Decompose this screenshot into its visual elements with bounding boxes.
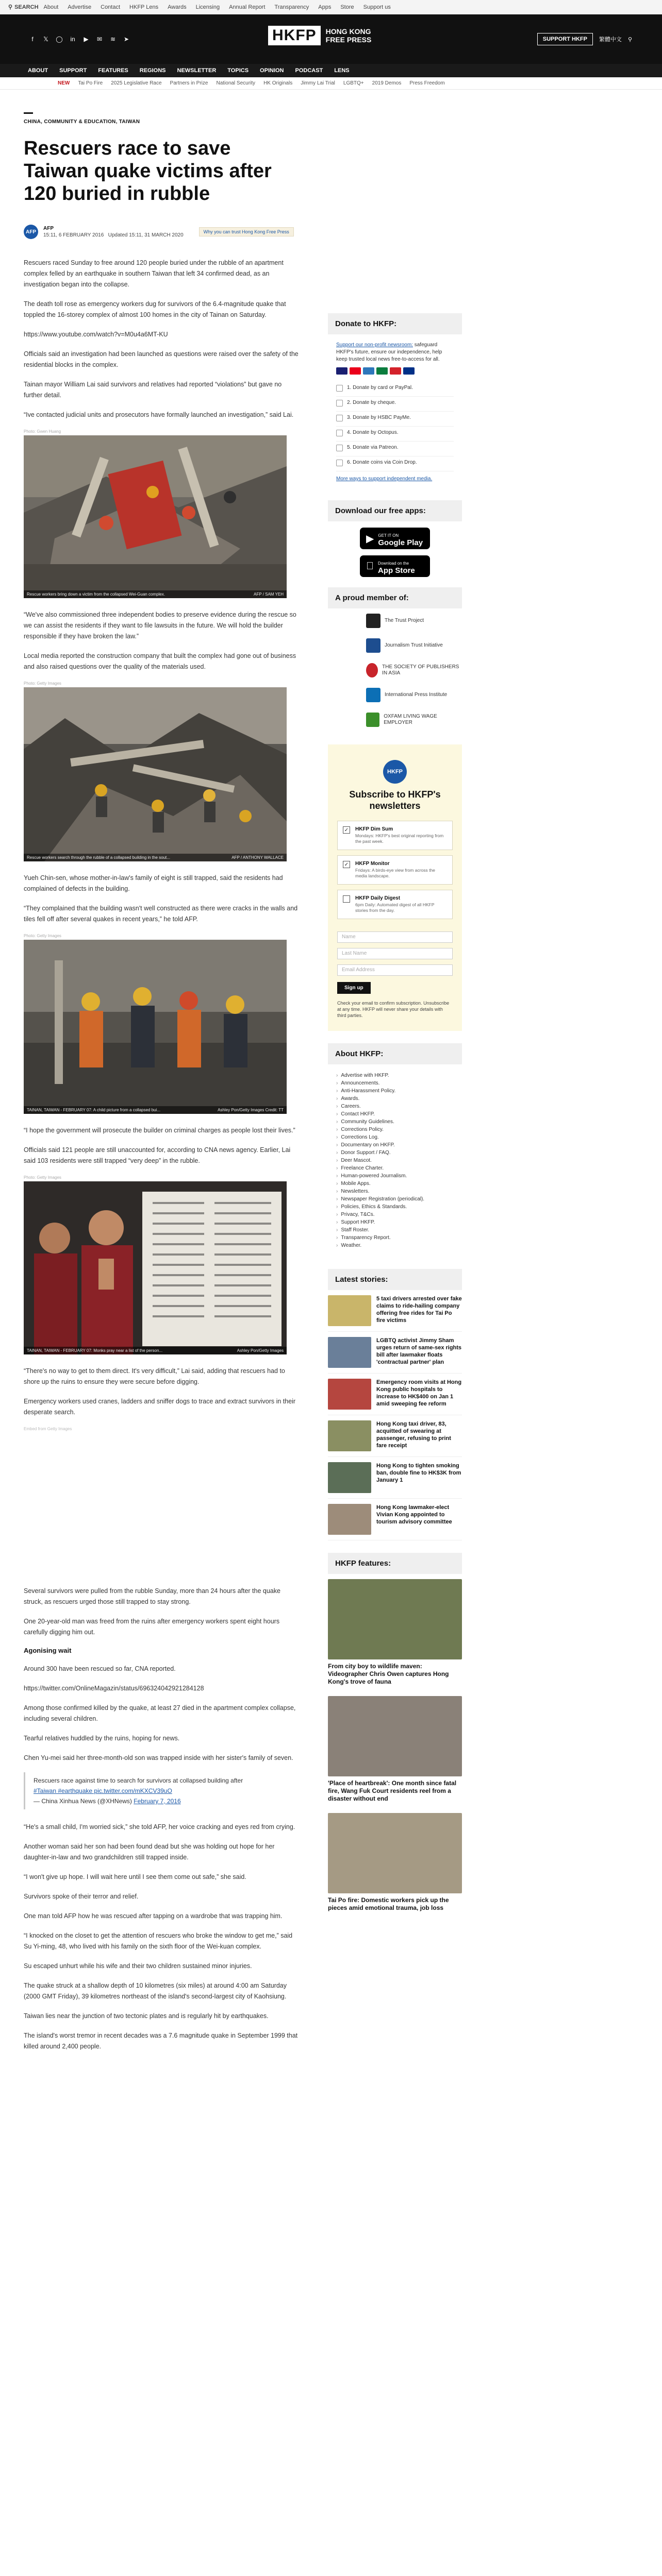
email-field[interactable]: Email Address <box>337 964 453 976</box>
rubble-photo[interactable] <box>24 687 287 861</box>
language-switch[interactable]: 繁體中文 <box>599 37 622 43</box>
feature-item[interactable]: 'Place of heartbreak': One month since fatal fire, Wang Fuk Court residents reel from a disaster without end <box>328 1691 462 1808</box>
feature-image <box>328 1813 462 1893</box>
top-link-transparency[interactable]: Transparency <box>274 4 309 10</box>
story-thumbnail <box>328 1295 371 1326</box>
coin-icon <box>336 460 343 466</box>
paragraph: “I knocked on the closet to get the attention of rescuers who broke the window to get me,” said Su Yi-ming, 48, who lived with his family on the sixth floor of the Wei-kuan complex. <box>24 1932 293 1950</box>
donate-option[interactable]: 1. Donate by card or PayPal. <box>336 382 454 397</box>
newsletter-option[interactable]: HKFP Daily Digest 6pm Daily: Automated digest of all HKFP stories from the day. <box>337 890 453 919</box>
youtube-embed-link[interactable]: https://www.youtube.com/watch?v=M0u4a6MT-KU <box>24 331 168 338</box>
photo-source: Ashley Pon/Getty Images <box>237 1348 284 1353</box>
social-icons <box>28 35 131 44</box>
about-link[interactable]: › Corrections Log. <box>336 1133 454 1141</box>
masthead-actions <box>537 33 632 45</box>
about-link[interactable]: › Human-powered Journalism. <box>336 1172 454 1180</box>
nav-support[interactable]: SUPPORT <box>59 67 87 74</box>
last-name-field[interactable]: Last Name <box>337 948 453 959</box>
nav-podcast[interactable]: PODCAST <box>295 67 323 74</box>
about-link[interactable]: › Policies, Ethics & Standards. <box>336 1203 454 1211</box>
photo-source: Ashley Pon/Getty Images Credit: TT <box>218 1108 284 1112</box>
author-name[interactable]: AFP <box>43 226 54 231</box>
photo-source: AFP / ANTHONY WALLACE <box>231 855 284 860</box>
twitter-embed-link[interactable]: https://twitter.com/OnlineMagazin/status/696324042921284128 <box>24 1685 204 1692</box>
unionpay-icon <box>390 367 401 375</box>
about-link[interactable]: › Newsletters. <box>336 1188 454 1195</box>
paragraph: One 20-year-old man was freed from the ruins after emergency workers spent eight hours carefully digging him out. <box>24 1618 280 1636</box>
search-button[interactable]: ⚲ SEARCH <box>8 4 39 10</box>
trending-bar <box>0 77 662 90</box>
instagram-icon[interactable]: ◯ <box>56 36 63 43</box>
why-trust-link[interactable]: Why you can trust Hong Kong Free Press <box>199 227 294 236</box>
member-logo[interactable]: OXFAM LIVING WAGE EMPLOYER <box>366 707 462 732</box>
checkbox[interactable]: ✓ <box>343 861 350 868</box>
photo-caption: TAINAN, TAIWAN - FEBRUARY 07: Monks pray near a list of the person... <box>27 1348 163 1353</box>
octopus-icon <box>336 430 343 436</box>
newsletter-logo: HKFP <box>383 760 407 784</box>
paragraph: “We've also commissioned three independent bodies to preserve evidence during the rescue so we can assist the residents if they want to file lawsuits in the future. We will hold the builder responsible if they have broken the law.” <box>24 611 296 640</box>
mastercard-icon <box>350 367 361 375</box>
paragraph: One man told AFP how he was rescued after tapping on a wardrobe that was trapping him. <box>24 1912 283 1920</box>
photo-caption-bar <box>24 1347 287 1354</box>
top-link-awards[interactable]: Awards <box>168 4 187 10</box>
top-link-about[interactable]: About <box>43 4 59 10</box>
tweet-text: Rescuers race against time to search for survivors at collapsed building after <box>34 1777 243 1784</box>
newsletter-title: Subscribe to HKFP's newsletters <box>349 789 441 811</box>
story-item[interactable]: Hong Kong lawmaker-elect Vivian Kong appointed to tourism advisory committee <box>328 1499 462 1540</box>
paragraph: “He's a small child, I'm worried sick,” she told AFP, her voice cracking and eyes red from crying. <box>24 1823 295 1831</box>
paragraph: Emergency workers used cranes, ladders and sniffer dogs to trace and extract survivors in their desperate search. <box>24 1398 296 1416</box>
latest-stories-widget <box>328 1269 462 1540</box>
payment-card-icons <box>336 367 454 375</box>
member-logo[interactable]: International Press Institute <box>366 683 462 707</box>
about-link[interactable]: › Transparency Report. <box>336 1234 454 1242</box>
rubble-photo-image <box>24 687 287 861</box>
title-rule <box>24 112 33 114</box>
membership-title: A proud member of: <box>328 587 462 608</box>
article-photo <box>24 681 287 861</box>
member-logo[interactable]: The Trust Project <box>366 608 462 633</box>
newsletter-option[interactable]: ✓ HKFP Monitor Fridays: A birds-eye view from across the media landscape. <box>337 855 453 885</box>
top-link-advertise[interactable]: Advertise <box>68 4 92 10</box>
top-link-licensing[interactable]: Licensing <box>195 4 220 10</box>
story-thumbnail <box>328 1462 371 1493</box>
trending-item[interactable]: Tai Po Fire <box>78 80 103 86</box>
donate-option[interactable]: 5. Donate via Patreon. <box>336 442 454 456</box>
checkbox[interactable] <box>343 895 350 903</box>
article-photo <box>24 429 287 598</box>
top-link-support[interactable]: Support us <box>363 4 391 10</box>
about-link[interactable]: › Freelance Charter. <box>336 1164 454 1172</box>
trending-item[interactable]: Partners in Prize <box>170 80 208 86</box>
visa-icon <box>336 367 347 375</box>
article-photo <box>24 934 287 1114</box>
trending-item[interactable]: HK Originals <box>263 80 293 86</box>
trending-item[interactable]: National Security <box>216 80 256 86</box>
paragraph: The quake struck at a shallow depth of 10 kilometres (six miles) at around 4:00 am Saturday (2000 GMT Friday), 39 kilometres northeast of the island's second-largest city of Kaohsiung. <box>24 1982 287 2000</box>
donate-option[interactable]: 2. Donate by cheque. <box>336 397 454 412</box>
paragraph: Tearful relatives huddled by the ruins, hoping for news. <box>24 1735 180 1742</box>
paragraph: Taiwan lies near the junction of two tectonic plates and is regularly hit by earthquakes. <box>24 2012 269 2020</box>
paragraph: Several survivors were pulled from the rubble Sunday, more than 24 hours after the quake struck, as rescuers urged those still trapped to stay strong. <box>24 1587 280 1605</box>
google-play-icon: ▶ <box>366 533 374 545</box>
card-icon <box>336 385 343 392</box>
rss-icon[interactable]: ≋ <box>110 36 116 43</box>
paragraph: The island's worst tremor in recent decades was a 7.6 magnitude quake in September 1999 that killed around 2,400 people. <box>24 2032 298 2050</box>
about-link[interactable]: › Anti-Harassment Policy. <box>336 1087 454 1095</box>
about-link[interactable]: › Weather. <box>336 1242 454 1249</box>
paragraph: Local media reported the construction company that built the complex had gone out of business and also raised questions over the quality of the materials used. <box>24 652 296 670</box>
payme-icon <box>336 415 343 421</box>
about-title: About HKFP: <box>328 1043 462 1064</box>
about-link[interactable]: › Corrections Policy. <box>336 1126 454 1133</box>
nav-regions[interactable]: REGIONS <box>139 67 166 74</box>
story-item[interactable]: 5 taxi drivers arrested over fake claims to ride-hailing company offering free rides for Tai Po fire victims <box>328 1290 462 1332</box>
main-nav <box>0 64 662 77</box>
name-field[interactable]: Name <box>337 931 453 943</box>
donate-title: Donate to HKFP: <box>328 313 462 334</box>
story-item[interactable]: Hong Kong to tighten smoking ban, double fine to HK$3K from January 1 <box>328 1457 462 1499</box>
tweet-link[interactable]: #Taiwan #earthquake pic.twitter.com/mKXCV39uO <box>34 1787 172 1794</box>
about-link[interactable]: › Deer Mascot. <box>336 1157 454 1164</box>
photo-credit: Photo: Gwen Huang <box>24 429 61 434</box>
newsletter-option[interactable]: ✓ HKFP Dim Sum Mondays: HKFP's best original reporting from the past week. <box>337 821 453 850</box>
apple-icon <box>366 561 374 572</box>
latest-title: Latest stories: <box>328 1269 462 1290</box>
more-ways-link[interactable]: More ways to support independent media. <box>336 476 433 482</box>
ipi-icon <box>366 688 380 702</box>
signup-button[interactable]: Sign up <box>337 982 371 994</box>
paragraph: “They complained that the building wasn't well constructed as there were cracks in the walls and tiles fell off after several quakes in recent years,” he told AFP. <box>24 905 298 923</box>
about-link[interactable]: › Donor Support / FAQ. <box>336 1149 454 1157</box>
embedded-tweet <box>24 1772 300 1809</box>
donate-text: safeguard HKFP's future, ensure our independence, help keep trusted local news free-to-access for all. <box>336 342 442 362</box>
top-utility-bar <box>0 0 662 14</box>
monks-photo-image <box>24 1181 287 1354</box>
photo-source: AFP / SAM YEH <box>254 592 284 597</box>
about-widget <box>328 1043 462 1257</box>
facebook-icon[interactable]: f <box>31 36 34 43</box>
publish-date: 15:11, 6 FEBRUARY 2016 <box>43 232 104 238</box>
site-logo[interactable] <box>268 26 371 45</box>
features-title: HKFP features: <box>328 1553 462 1574</box>
rescuers-photo-image <box>24 940 287 1114</box>
tweet-author: — China Xinhua News (@XHNews) <box>34 1798 132 1805</box>
byline <box>24 225 300 239</box>
rescue-photo-image <box>24 435 287 598</box>
donate-option[interactable]: 4. Donate by Octopus. <box>336 427 454 442</box>
about-links <box>328 1064 462 1257</box>
features-widget <box>328 1553 462 1917</box>
cheque-icon <box>336 400 343 406</box>
about-link[interactable]: › Privacy, T&Cs. <box>336 1211 454 1218</box>
paragraph: Officials said an investigation had been launched as questions were raised over the safety of the residential blocks in the complex. <box>24 350 299 368</box>
photo-credit: Photo: Getty Images <box>24 934 61 938</box>
trending-item[interactable]: Jimmy Lai Trial <box>301 80 335 86</box>
linkedin-icon[interactable]: in <box>70 36 75 43</box>
nav-about[interactable]: ABOUT <box>28 67 48 74</box>
about-link[interactable]: › Mobile Apps. <box>336 1180 454 1188</box>
article-photo <box>24 1175 287 1354</box>
byline-meta <box>43 225 184 239</box>
story-item[interactable]: LGBTQ activist Jimmy Sham urges return of same-sex rights bill after lawmaker floats 'contractual partner' plan <box>328 1332 462 1374</box>
about-link[interactable]: › Documentary on HKFP. <box>336 1141 454 1149</box>
top-links <box>44 4 391 10</box>
feature-image <box>328 1579 462 1659</box>
section-subhead: Agonising wait <box>24 1647 72 1654</box>
photo-credit: Photo: Getty Images <box>24 1175 61 1180</box>
story-thumbnail <box>328 1337 371 1368</box>
sopa-icon <box>366 663 378 677</box>
about-link[interactable]: › Community Guidelines. <box>336 1118 454 1126</box>
paragraph: Among those confirmed killed by the quake, at least 27 died in the apartment complex collapse, including several children. <box>24 1704 296 1722</box>
newsletter-widget <box>328 744 462 1031</box>
trending-label: NEW <box>58 80 70 86</box>
photo-caption: Rescue workers bring down a victim from the collapsed Wei-Guan complex. <box>27 592 165 597</box>
top-link-lens[interactable]: HKFP Lens <box>129 4 159 10</box>
top-link-store[interactable]: Store <box>340 4 354 10</box>
paragraph: Around 300 have been rescued so far, CNA reported. <box>24 1665 176 1672</box>
logo-mark: HKFP <box>268 26 321 45</box>
top-link-annual-report[interactable]: Annual Report <box>229 4 266 10</box>
paragraph: Su escaped unhurt while his wife and their two children sustained minor injuries. <box>24 1962 252 1970</box>
photo-caption: TAINAN, TAIWAN - FEBRUARY 07: A child picture from a collapsed bui... <box>27 1108 161 1112</box>
paragraph: Chen Yu-mei said her three-month-old son was trapped inside with her sister's family of seven. <box>24 1754 293 1761</box>
donate-body <box>328 334 462 490</box>
trending-item[interactable]: 2025 Legislative Race <box>111 80 162 86</box>
twitter-icon[interactable]: 𝕏 <box>43 36 48 43</box>
nav-topics[interactable]: TOPICS <box>227 67 249 74</box>
paragraph: “Ive contacted judicial units and prosecutors have formally launched an investigation,” said Lai. <box>24 411 294 418</box>
paragraph: “I hope the government will prosecute the builder on criminal charges as people lost their lives.” <box>24 1127 295 1134</box>
google-play-badge[interactable]: ▶ GET IT ON Google Play <box>360 528 430 549</box>
oxfam-icon <box>366 713 379 727</box>
photo-caption-bar <box>24 1106 287 1114</box>
apps-widget <box>328 500 462 577</box>
article-headline: Rescuers race to save Taiwan quake victims after 120 buried in rubble <box>24 138 272 205</box>
feature-item[interactable]: From city boy to wildlife maven: Videographer Chris Owen captures Hong Kong's trove of fauna <box>328 1574 462 1691</box>
paragraph: “There's no way to get to them direct. It's very difficult,” Lai said, adding that rescuers had to shore up the ruins to ensure they were secure before digging. <box>24 1367 285 1385</box>
trust-project-icon <box>366 614 380 628</box>
youtube-icon[interactable]: ▶ <box>84 36 89 43</box>
about-link[interactable]: › Newspaper Registration (periodical). <box>336 1195 454 1203</box>
nav-lens[interactable]: LENS <box>334 67 350 74</box>
about-link[interactable]: › Awards. <box>336 1095 454 1103</box>
member-logo[interactable]: THE SOCIETY OF PUBLISHERS IN ASIA <box>366 658 462 683</box>
nav-opinion[interactable]: OPINION <box>260 67 284 74</box>
paragraph: Another woman said her son had been found dead but she was holding out hope for her daughter-in-law and two grandchildren still trapped inside. <box>24 1843 275 1861</box>
patreon-icon <box>336 445 343 451</box>
article-categories[interactable]: CHINA, COMMUNITY & EDUCATION, TAIWAN <box>24 119 140 125</box>
membership-widget <box>328 587 462 732</box>
donate-link[interactable]: Support our non-profit newsroom: <box>336 342 413 348</box>
telegram-icon[interactable]: ➤ <box>123 36 129 43</box>
checkbox[interactable]: ✓ <box>343 826 350 834</box>
paragraph: The death toll rose as emergency workers dug for survivors of the 6.4-magnitude quake that toppled the 16-storey complex of almost 100 homes in the city of Tainan on Saturday. <box>24 300 286 318</box>
amex-icon <box>363 367 374 375</box>
sidebar <box>328 313 462 1917</box>
email-icon[interactable]: ✉ <box>96 36 103 43</box>
jcb-icon <box>376 367 388 375</box>
paragraph: Yueh Chin-sen, whose mother-in-law's family of eight is still trapped, said the residents had complained of defects in the building. <box>24 874 283 892</box>
photo-caption-bar <box>24 854 287 861</box>
paragraph: Officials said 121 people are still unaccounted for, according to CNA news agency. Earlier, Lai said 103 residents were still trapped “very deep” in the rubble. <box>24 1146 291 1164</box>
trending-item[interactable]: 2019 Demos <box>372 80 402 86</box>
trending-item[interactable]: Press Freedom <box>409 80 445 86</box>
paragraph: Tainan mayor William Lai said survivors and relatives had reported “violations” but gave no further detail. <box>24 381 282 399</box>
embed-note: Embed from Getty Images <box>24 1427 72 1431</box>
story-thumbnail <box>328 1379 371 1410</box>
photo-caption-bar <box>24 590 287 598</box>
apps-title: Download our free apps: <box>328 500 462 521</box>
donate-widget <box>328 313 462 490</box>
rescuers-photo[interactable] <box>24 940 287 1114</box>
about-link[interactable]: › Announcements. <box>336 1079 454 1087</box>
nav-newsletter[interactable]: NEWSLETTER <box>177 67 217 74</box>
feature-image <box>328 1696 462 1776</box>
newsletter-fine-print: Check your email to confirm subscription. Unsubscribe at any time. HKFP will never share your details with third parties. <box>337 1001 450 1018</box>
about-link[interactable]: › Contact HKFP. <box>336 1110 454 1118</box>
member-logo[interactable]: Journalism Trust Initiative <box>366 633 462 658</box>
about-link[interactable]: › Support HKFP. <box>336 1218 454 1226</box>
search-icon: ⚲ <box>8 4 13 10</box>
paragraph: Rescuers raced Sunday to free around 120 people buried under the rubble of an apartment complex felled by an earthquake in southern Taiwan that left 34 confirmed dead, as an investigation began into the collapse. <box>24 259 284 288</box>
story-thumbnail <box>328 1420 371 1451</box>
photo-credit: Photo: Getty Images <box>24 681 61 686</box>
trending-item[interactable]: LGBTQ+ <box>343 80 364 86</box>
about-link[interactable]: › Advertise with HKFP. <box>336 1072 454 1079</box>
about-link[interactable]: › Careers. <box>336 1103 454 1110</box>
donate-option[interactable]: 3. Donate by HSBC PayMe. <box>336 412 454 427</box>
paragraph: Survivors spoke of their terror and relief. <box>24 1893 139 1900</box>
top-link-contact[interactable]: Contact <box>101 4 121 10</box>
search-icon[interactable]: ⚲ <box>627 36 632 43</box>
jti-icon <box>366 638 380 653</box>
author-avatar[interactable]: AFP <box>24 225 38 239</box>
masthead <box>0 14 662 64</box>
rescue-photo[interactable] <box>24 435 287 598</box>
monks-photo[interactable] <box>24 1181 287 1354</box>
donate-options <box>336 382 454 471</box>
logo-text: HONG KONG FREE PRESS <box>325 27 372 44</box>
paragraph: “I won't give up hope. I will wait here until I see them come out safe,” she said. <box>24 1873 246 1880</box>
app-store-badge[interactable]: Download on the App Store <box>360 555 430 577</box>
about-link[interactable]: › Staff Roster. <box>336 1226 454 1234</box>
updated-date: Updated 15:11, 31 MARCH 2020 <box>108 232 184 238</box>
support-hkfp-button[interactable]: SUPPORT HKFP <box>537 33 593 45</box>
donate-option[interactable]: 6. Donate coins via Coin Drop. <box>336 456 454 471</box>
paypal-icon <box>403 367 415 375</box>
article <box>24 112 300 2061</box>
feature-item[interactable]: Tai Po fire: Domestic workers pick up the pieces amid emotional trauma, job loss <box>328 1808 462 1917</box>
story-thumbnail <box>328 1504 371 1535</box>
story-item[interactable]: Hong Kong taxi driver, 83, acquitted of swearing at passenger, refusing to print fare receipt <box>328 1415 462 1457</box>
nav-features[interactable]: FEATURES <box>98 67 128 74</box>
top-link-apps[interactable]: Apps <box>318 4 332 10</box>
photo-caption: Rescue workers search through the rubble of a collapsed building in the sout... <box>27 855 170 860</box>
tweet-date[interactable]: February 7, 2016 <box>134 1798 181 1805</box>
story-item[interactable]: Emergency room visits at Hong Kong public hospitals to increase to HK$400 on Jan 1 amid sweeping fee reform <box>328 1374 462 1415</box>
